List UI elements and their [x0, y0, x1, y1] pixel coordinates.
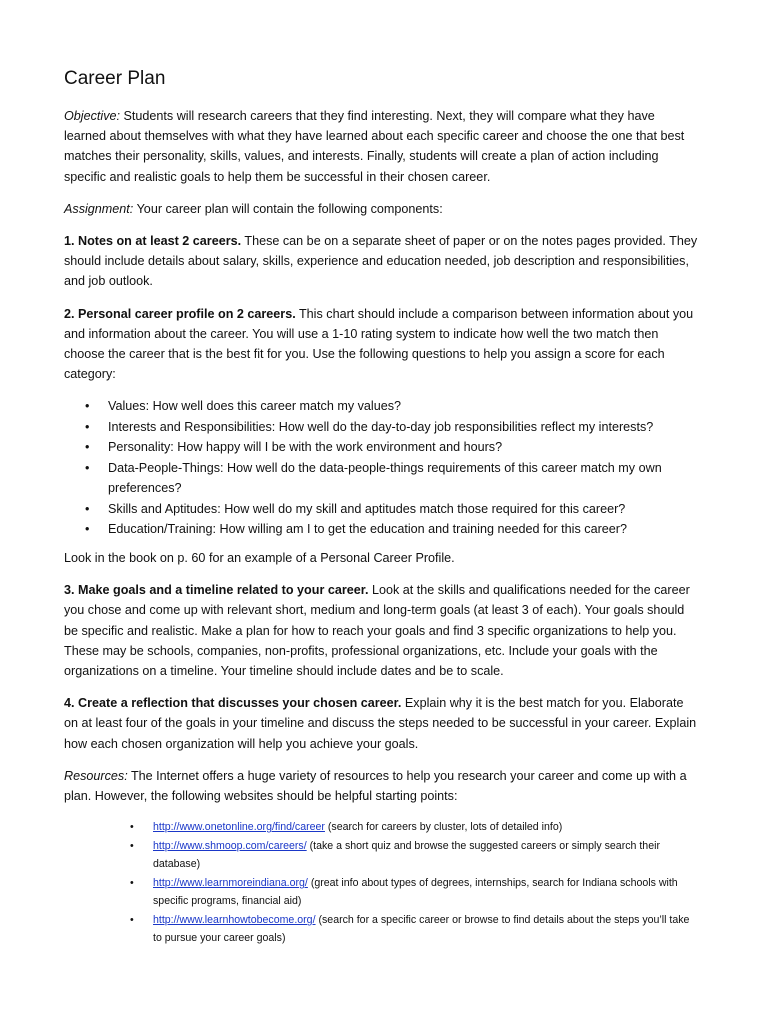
question-text: Interests and Responsibilities: How well do the day-to-day job responsibilities reflect my interests? — [108, 419, 654, 434]
question-text: Education/Training: How willing am I to get the education and training needed for this career? — [108, 522, 627, 537]
resources-paragraph — [64, 766, 698, 806]
shmoop-link[interactable]: http://www.shmoop.com/careers/ — [153, 840, 307, 853]
question-text: Data-People-Things: How well do the data-people-things requirements of this career match my own preferences? — [108, 460, 662, 496]
item-3-paragraph — [64, 580, 698, 681]
list-item — [64, 417, 698, 438]
resources-text: The Internet offers a huge variety of resources to help you research your career and come up with a plan. However, the following websites should be helpful starting points: — [64, 768, 687, 803]
item-4-heading: 4. Create a reflection that discusses your chosen career. — [64, 696, 402, 711]
question-text: Personality: How happy will I be with the work environment and hours? — [108, 440, 503, 455]
item-2-paragraph — [64, 304, 698, 385]
item-1-heading: 1. Notes on at least 2 careers. — [64, 234, 242, 249]
link-description: (search for a specific career or browse to find details about the steps you’ll take to pursue your career goals) — [153, 914, 690, 945]
learnmoreindiana-link[interactable]: http://www.learnmoreindiana.org/ — [153, 877, 308, 890]
objective-paragraph — [64, 106, 698, 187]
list-item — [64, 499, 698, 520]
bullet-icon: • — [85, 460, 90, 475]
link-description: (search for careers by cluster, lots of detailed info) — [324, 821, 563, 834]
bullet-icon: • — [130, 877, 134, 890]
item-3-heading: 3. Make goals and a timeline related to your career. — [64, 583, 369, 598]
list-item — [64, 911, 698, 947]
bullet-icon: • — [85, 522, 90, 537]
objective-text: Students will research careers that they find interesting. Next, they will compare what they have learned about themselves with what they have learned about each specific career and choose the one that best matches their personality, skills, values, and interests. Finally, students will create a plan of action including specific and realistic goals to help them be successful in their chosen career. — [64, 109, 685, 184]
item-3-text: Look at the skills and qualifications needed for the career you chose and come up with relevant short, medium and long-term goals (at least 3 of each). Your goals should be specific and realistic. Make a plan for how to reach your goals and find 3 specific organizations to help you. These may be schools, companies, non-profits, professional organizations, etc. Include your goals with the organizations on a timeline. Your timeline should include dates and be to scale. — [64, 583, 690, 678]
item-1-paragraph — [64, 231, 698, 292]
list-item — [64, 396, 698, 417]
page-title: Career Plan — [64, 68, 166, 89]
list-item — [64, 519, 698, 540]
question-text: Values: How well does this career match my values? — [108, 399, 402, 414]
list-item — [64, 874, 698, 910]
bullet-icon: • — [130, 840, 134, 853]
item-2-text: This chart should include a comparison between information about you and information about the career. You will use a 1-10 rating system to indicate how well the two match then choose the career that is the best fit for you. Use the following questions to help you assign a score for each category: — [64, 306, 694, 382]
bullet-icon: • — [85, 501, 90, 516]
learnhowtobecome-link[interactable]: http://www.learnhowtobecome.org/ — [153, 914, 316, 927]
objective-label: Objective: — [64, 109, 120, 123]
item-1-text: These can be on a separate sheet of paper or on the notes pages provided. They should include details about salary, skills, experience and education needed, job description and responsibilities, and job outlook. — [64, 234, 698, 289]
bullet-icon: • — [85, 440, 90, 455]
book-note: Look in the book on p. 60 for an example of a Personal Career Profile. — [64, 550, 455, 565]
assignment-text: Your career plan will contain the following components: — [133, 201, 443, 216]
assignment-label: Assignment: — [64, 201, 134, 216]
bullet-icon: • — [85, 419, 90, 434]
bullet-icon: • — [130, 914, 134, 927]
question-text: Skills and Aptitudes: How well do my skill and aptitudes match those required for this career? — [108, 501, 626, 516]
bullet-icon: • — [85, 399, 90, 414]
resources-label: Resources: — [64, 768, 128, 783]
assignment-paragraph — [64, 199, 698, 219]
item-4-text: Explain why it is the best match for you. Elaborate on at least four of the goals in your timeline and discuss the steps needed to be successful in your career. Explain how each chosen organization will help you achieve your goals. — [64, 696, 697, 751]
link-description: (great info about types of degrees, internships, search for Indiana schools with specific programs, financial aid) — [153, 877, 678, 908]
onetonline-link[interactable]: http://www.onetonline.org/find/career — [153, 821, 325, 834]
resource-link-list — [64, 818, 698, 947]
list-item — [64, 818, 698, 836]
list-item — [64, 437, 698, 458]
bullet-icon: • — [130, 821, 134, 834]
list-item — [64, 837, 698, 873]
item-4-paragraph — [64, 693, 698, 754]
question-list — [64, 396, 698, 540]
item-2-heading: 2. Personal career profile on 2 careers. — [64, 306, 296, 321]
list-item — [64, 458, 698, 499]
link-description: (take a short quiz and browse the suggested careers or simply search their database) — [153, 840, 660, 871]
